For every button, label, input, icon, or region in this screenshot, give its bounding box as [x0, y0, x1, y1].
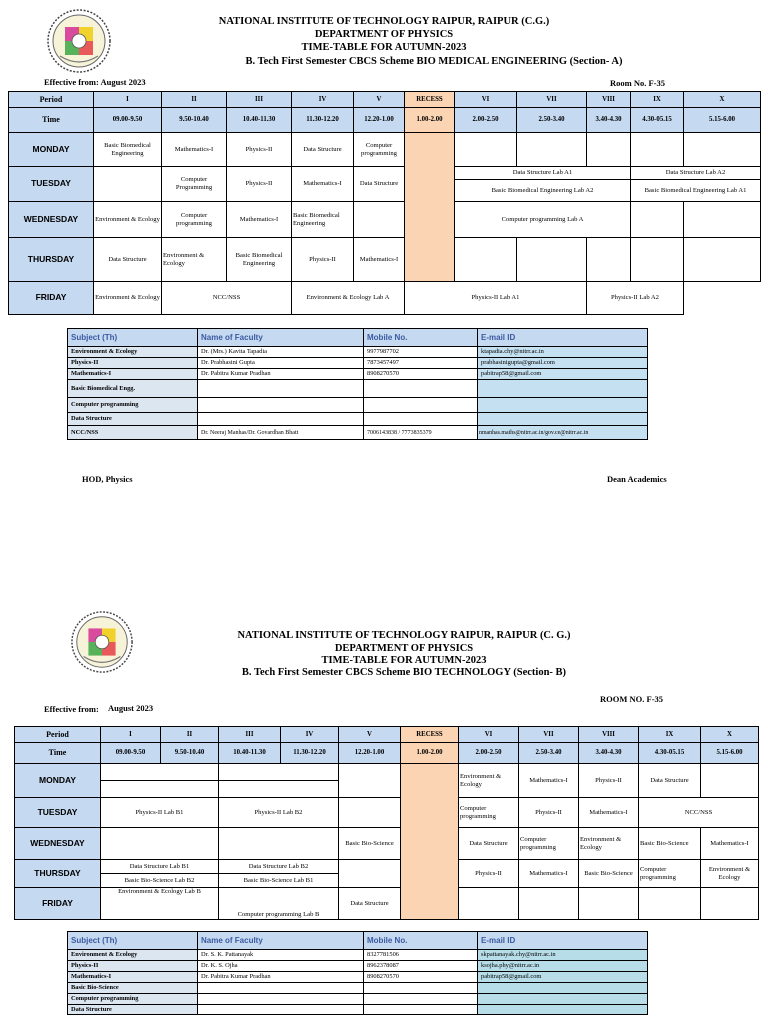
time-slot: 4.30-05.15 — [631, 108, 684, 133]
period-header: IX — [639, 727, 701, 743]
timetable-cell — [219, 781, 339, 798]
timetable-cell: Physics-II — [292, 238, 354, 282]
lab-cell: Basic Biomedical Engineering Lab A2 — [455, 180, 631, 202]
timetable-cell — [101, 781, 219, 798]
period-header: X — [701, 727, 759, 743]
mobile-no — [364, 994, 478, 1005]
email-id — [478, 413, 648, 426]
timetable-cell: Environment & Ecology — [701, 860, 759, 888]
recess-column — [401, 764, 459, 920]
timetable-cell: Data Structure — [339, 888, 401, 920]
faculty-table-a — [67, 328, 648, 440]
timetable-cell: Environment & Ecology — [459, 764, 519, 798]
hod-signature-label: HOD, Physics — [82, 474, 133, 484]
time-slot: 09.00-9.50 — [101, 743, 161, 764]
timetable-cell: Physics-II — [519, 798, 579, 828]
faculty-name: Dr. S. K. Pattanayak — [198, 950, 364, 961]
timetable-cell — [339, 798, 401, 828]
effective-from-label-b: Effective from: — [44, 704, 99, 714]
time-label: Time — [15, 743, 101, 764]
subject-name: Computer programming — [68, 994, 198, 1005]
faculty-name — [198, 983, 364, 994]
timetable-cell: Data Structure — [354, 167, 405, 202]
faculty-header: Mobile No. — [364, 329, 478, 347]
timetable-cell: Mathematics-I — [354, 238, 405, 282]
timetable-cell: Mathematics-I — [579, 798, 639, 828]
timetable-cell — [519, 888, 579, 920]
recess-column — [405, 133, 455, 282]
day-thursday: THURSDAY — [15, 860, 101, 888]
timetable-cell: Physics-II — [227, 167, 292, 202]
lab-cell: Computer programming Lab A — [455, 202, 631, 238]
timetable-cell: Data Structure — [459, 828, 519, 860]
subject-name: Mathematics-I — [68, 972, 198, 983]
mobile-no: 7873457497 — [364, 358, 478, 369]
subject-name: Physics-II — [68, 961, 198, 972]
period-header: IV — [292, 92, 354, 108]
lab-cell: Basic Bio-Science Lab B2 — [101, 874, 219, 888]
timetable-cell — [455, 133, 517, 167]
timetable-cell: Mathematics-I — [519, 860, 579, 888]
email-id — [478, 1005, 648, 1015]
time-slot: 2.00-2.50 — [455, 108, 517, 133]
day-tuesday: TUESDAY — [15, 798, 101, 828]
timetable-cell: Computer programming — [459, 798, 519, 828]
time-slot: 5.15-6.00 — [701, 743, 759, 764]
timetable-cell — [579, 888, 639, 920]
time-slot: 11.30-12.20 — [292, 108, 354, 133]
lab-cell: Data Structure Lab B2 — [219, 860, 339, 874]
period-header: VI — [459, 727, 519, 743]
subject-name: Basic Bio-Science — [68, 983, 198, 994]
lab-cell: Data Structure Lab A1 — [455, 167, 631, 180]
subject-name: Environment & Ecology — [68, 347, 198, 358]
faculty-header: E-mail ID — [478, 329, 648, 347]
institute-name-b: NATIONAL INSTITUTE OF TECHNOLOGY RAIPUR, RAIPUR (C. G.) — [237, 630, 571, 641]
room-no-b: ROOM NO. F-35 — [600, 694, 664, 704]
subject-name: Physics-II — [68, 358, 198, 369]
subject-name: Computer programming — [68, 398, 198, 413]
subject-name: Data Structure — [68, 413, 198, 426]
timetable-cell — [701, 888, 759, 920]
period-header: VII — [517, 92, 587, 108]
timetable-cell: Environment & Ecology — [579, 828, 639, 860]
faculty-name — [198, 1005, 364, 1015]
faculty-header: Subject (Th) — [68, 329, 198, 347]
time-slot: 11.30-12.20 — [281, 743, 339, 764]
timetable-a — [8, 91, 761, 315]
email-id — [478, 983, 648, 994]
program-title-a: B. Tech First Semester CBCS Scheme BIO MEDICAL ENGINEERING (Section- A) — [245, 56, 623, 67]
period-header: IX — [631, 92, 684, 108]
email-id: prabhasinigupta@gmail.com — [478, 358, 648, 369]
period-header: V — [339, 727, 401, 743]
period-header: II — [161, 727, 219, 743]
subject-name: NCC/NSS — [68, 426, 198, 440]
period-header: VIII — [587, 92, 631, 108]
faculty-header: E-mail ID — [478, 932, 648, 950]
timetable-cell: Computer Programming — [162, 167, 227, 202]
effective-from-a: Effective from: August 2023 — [44, 77, 146, 87]
time-slot: 9.50-10.40 — [161, 743, 219, 764]
timetable-cell — [339, 764, 401, 798]
timetable-cell: Basic Biomedical Engineering — [292, 202, 354, 238]
subject-name: Environment & Ecology — [68, 950, 198, 961]
lab-cell: Basic Bio-Science Lab B1 — [219, 874, 339, 888]
faculty-name: Dr. Neeraj Manhas/Dr. Govardhan Bhatt — [198, 426, 364, 440]
day-tuesday: TUESDAY — [9, 167, 94, 202]
lab-cell: Basic Biomedical Engineering Lab A1 — [631, 180, 761, 202]
faculty-name: Dr. Pabitra Kumar Pradhan — [198, 972, 364, 983]
timetable-cell: Physics-II — [459, 860, 519, 888]
timetable-cell: Mathematics-I — [519, 764, 579, 798]
timetable-cell: Computer programming — [519, 828, 579, 860]
timetable-cell: Physics-II — [579, 764, 639, 798]
timetable-title-a: TIME-TABLE FOR AUTUMN-2023 — [301, 42, 467, 53]
timetable-cell: Environment & Ecology — [162, 238, 227, 282]
timetable-cell — [684, 133, 761, 167]
email-id — [478, 380, 648, 398]
faculty-name — [198, 413, 364, 426]
timetable-cell: Data Structure — [639, 764, 701, 798]
time-slot: 09.00-9.50 — [94, 108, 162, 133]
day-thursday: THURSDAY — [9, 238, 94, 282]
department-a: DEPARTMENT OF PHYSICS — [314, 29, 454, 40]
timetable-cell — [94, 167, 162, 202]
faculty-name: Dr. Pabitra Kumar Pradhan — [198, 369, 364, 380]
lab-cell: Computer programming Lab B — [219, 888, 339, 920]
room-no-a: Room No. F-35 — [610, 78, 666, 88]
timetable-cell: Basic Bio-Science — [339, 828, 401, 860]
faculty-header: Subject (Th) — [68, 932, 198, 950]
faculty-header: Name of Faculty — [198, 932, 364, 950]
email-id: ksojha.phy@nitrr.ac.in — [478, 961, 648, 972]
day-wednesday: WEDNESDAY — [9, 202, 94, 238]
timetable-cell — [219, 828, 339, 860]
mobile-no: 7006143838 / 7773835379 — [364, 426, 478, 440]
timetable-cell: Computer programming — [639, 860, 701, 888]
period-header: III — [219, 727, 281, 743]
faculty-name — [198, 380, 364, 398]
timetable-cell — [587, 238, 631, 282]
timetable-cell: Environment & Ecology — [94, 282, 162, 315]
timetable-cell: Mathematics-I — [292, 167, 354, 202]
timetable-cell — [101, 828, 219, 860]
period-header: II — [162, 92, 227, 108]
time-slot: 3.40-4.30 — [579, 743, 639, 764]
lab-cell: Physics-II Lab A1 — [405, 282, 587, 315]
time-slot: 5.15-6.00 — [684, 108, 761, 133]
timetable-cell — [639, 888, 701, 920]
lab-cell: Environment & Ecology Lab B — [101, 888, 219, 920]
email-id: ktapadia.chy@nitrr.ac.in — [478, 347, 648, 358]
time-slot: 3.40-4.30 — [587, 108, 631, 133]
timetable-cell — [219, 764, 339, 781]
email-id: nmanhas.maths@nitrr.ac.in/gov.ce@nitrr.ac.in — [478, 426, 648, 440]
time-slot: 2.00-2.50 — [459, 743, 519, 764]
email-id: pabitrap58@gmail.com — [478, 369, 648, 380]
day-friday: FRIDAY — [9, 282, 94, 315]
timetable-b — [14, 726, 759, 920]
mobile-no: 8908270570 — [364, 369, 478, 380]
timetable-cell — [339, 860, 401, 888]
lab-cell: Physics-II Lab B1 — [101, 798, 219, 828]
faculty-name: Dr. (Mrs.) Kavita Tapadia — [198, 347, 364, 358]
timetable-cell — [517, 133, 587, 167]
faculty-header: Name of Faculty — [198, 329, 364, 347]
recess-header: RECESS — [405, 92, 455, 108]
timetable-cell — [459, 888, 519, 920]
mobile-no — [364, 413, 478, 426]
timetable-cell: Basic Biomedical Engineering — [227, 238, 292, 282]
mobile-no: 8908270570 — [364, 972, 478, 983]
period-header: III — [227, 92, 292, 108]
mobile-no — [364, 398, 478, 413]
faculty-header: Mobile No. — [364, 932, 478, 950]
subject-name: Basic Biomedical Engg. — [68, 380, 198, 398]
period-header: VII — [519, 727, 579, 743]
time-slot: 12.20-1.00 — [339, 743, 401, 764]
dean-signature-label: Dean Academics — [607, 474, 667, 484]
time-slot: 10.40-11.30 — [227, 108, 292, 133]
faculty-name: Dr. Prabhasini Gupta — [198, 358, 364, 369]
day-monday: MONDAY — [9, 133, 94, 167]
timetable-cell — [684, 238, 761, 282]
lab-cell: Environment & Ecology Lab A — [292, 282, 405, 315]
institute-name-a: NATIONAL INSTITUTE OF TECHNOLOGY RAIPUR, RAIPUR (C.G.) — [218, 16, 550, 27]
time-slot: 10.40-11.30 — [219, 743, 281, 764]
mobile-no — [364, 1005, 478, 1015]
timetable-cell: Mathematics-I — [162, 133, 227, 167]
timetable-cell — [684, 202, 761, 238]
day-monday: MONDAY — [15, 764, 101, 798]
timetable-cell — [631, 238, 684, 282]
timetable-cell — [101, 764, 219, 781]
recess-time: 1.00-2.00 — [401, 743, 459, 764]
email-id: pabitrap58@gmail.com — [478, 972, 648, 983]
timetable-cell: Computer programming — [162, 202, 227, 238]
timetable-cell: Computer programming — [354, 133, 405, 167]
timetable-cell: Basic Bio-Science — [639, 828, 701, 860]
timetable-cell — [587, 133, 631, 167]
timetable-cell: NCC/NSS — [162, 282, 292, 315]
period-header: VIII — [579, 727, 639, 743]
time-slot: 2.50-3.40 — [519, 743, 579, 764]
timetable-cell: Mathematics-I — [227, 202, 292, 238]
timetable-cell: Environment & Ecology — [94, 202, 162, 238]
timetable-cell: Physics-II — [227, 133, 292, 167]
email-id: skpattanayak.chy@nitrr.ac.in — [478, 950, 648, 961]
period-label: Period — [9, 92, 94, 108]
recess-header: RECESS — [401, 727, 459, 743]
faculty-name: Dr. K. S. Ojha — [198, 961, 364, 972]
faculty-table-b — [67, 931, 648, 1015]
timetable-cell — [455, 238, 517, 282]
effective-from-value-b: August 2023 — [108, 703, 154, 713]
lab-cell: Data Structure Lab B1 — [101, 860, 219, 874]
subject-name: Mathematics-I — [68, 369, 198, 380]
faculty-name — [198, 398, 364, 413]
period-header: V — [354, 92, 405, 108]
recess-time: 1.00-2.00 — [405, 108, 455, 133]
time-slot: 2.50-3.40 — [517, 108, 587, 133]
time-slot: 12.20-1.00 — [354, 108, 405, 133]
department-b: DEPARTMENT OF PHYSICS — [334, 643, 474, 654]
lab-cell: Physics-II Lab A2 — [587, 282, 684, 315]
timetable-cell — [631, 202, 684, 238]
subject-name: Data Structure — [68, 1005, 198, 1015]
time-slot: 4.30-05.15 — [639, 743, 701, 764]
mobile-no: 8327781506 — [364, 950, 478, 961]
mobile-no: 9977987702 — [364, 347, 478, 358]
faculty-name — [198, 994, 364, 1005]
timetable-cell: Basic Biomedical Engineering — [94, 133, 162, 167]
period-header: VI — [455, 92, 517, 108]
timetable-cell — [517, 238, 587, 282]
email-id — [478, 398, 648, 413]
period-label: Period — [15, 727, 101, 743]
period-header: I — [101, 727, 161, 743]
lab-cell: Data Structure Lab A2 — [631, 167, 761, 180]
timetable-cell — [631, 133, 684, 167]
lab-cell: Physics-II Lab B2 — [219, 798, 339, 828]
day-friday: FRIDAY — [15, 888, 101, 920]
timetable-cell: NCC/NSS — [639, 798, 759, 828]
email-id — [478, 994, 648, 1005]
timetable-cell — [701, 764, 759, 798]
timetable-cell: Mathematics-I — [701, 828, 759, 860]
period-header: I — [94, 92, 162, 108]
day-wednesday: WEDNESDAY — [15, 828, 101, 860]
timetable-cell: Data Structure — [94, 238, 162, 282]
time-label: Time — [9, 108, 94, 133]
timetable-title-b: TIME-TABLE FOR AUTUMN-2023 — [321, 655, 487, 666]
mobile-no: 8962378087 — [364, 961, 478, 972]
program-title-b: B. Tech First Semester CBCS Scheme BIO TECHNOLOGY (Section- B) — [241, 667, 567, 678]
time-slot: 9.50-10.40 — [162, 108, 227, 133]
timetable-cell: Data Structure — [292, 133, 354, 167]
timetable-cell: Basic Bio-Science — [579, 860, 639, 888]
period-header: IV — [281, 727, 339, 743]
mobile-no — [364, 983, 478, 994]
period-header: X — [684, 92, 761, 108]
timetable-cell — [354, 202, 405, 238]
mobile-no — [364, 380, 478, 398]
